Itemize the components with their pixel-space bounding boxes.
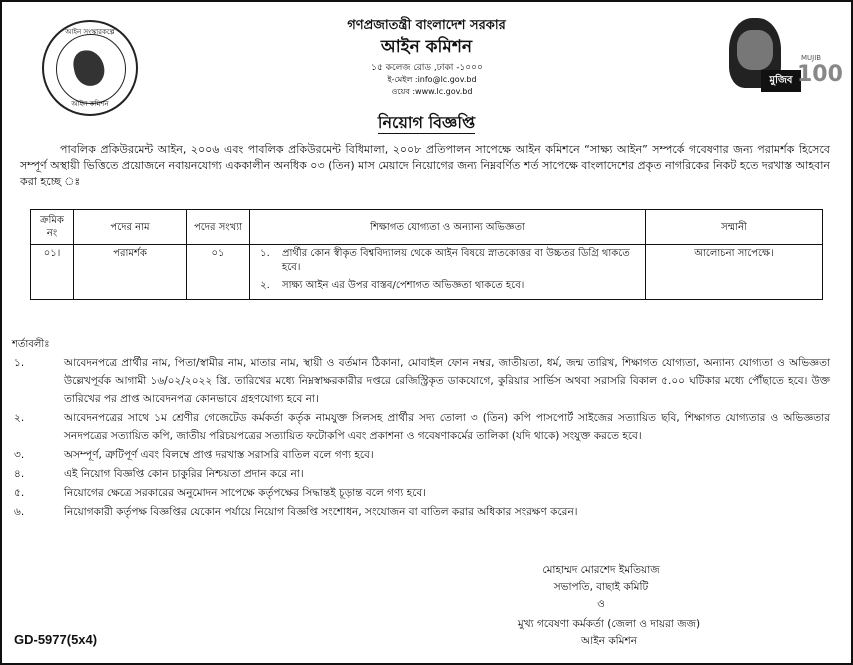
qualification-number: ১. [260,248,270,259]
organization-name: আইন কমিশন [380,37,473,57]
qualification-number: ২. [260,280,270,291]
mujib-100-logo [721,16,843,98]
table-header-row [31,210,823,245]
terms-list [10,354,830,522]
list-item [10,446,830,464]
list-item [10,409,830,445]
header-post: পদের নাম [74,210,187,245]
logo-small-text: MUJIB [801,54,822,62]
list-item [10,484,830,502]
signature-block-office [459,616,759,650]
notice-title: নিয়োগ বিজ্ঞপ্তি [377,113,476,132]
government-name: গণপ্রজাতন্ত্রী বাংলাদেশ সরকার [347,18,506,33]
website: ওয়েব :www.lc.gov.bd [391,87,473,96]
qualification-item [254,279,641,293]
list-item [10,465,830,483]
seal-text-top: আইন সংস্কারকল্পে [65,28,115,36]
list-item [10,503,830,521]
term-text: নিয়োগকারী কর্তৃপক্ষ বিজ্ঞপ্তির যেকোন পর্যায়ে নিয়োগ বিজ্ঞপ্তি সংশোধন, সংযোজন বা বাতিল করার অধিকার সংরক্ষণ করেন। [64,506,578,518]
list-item [10,354,830,408]
term-number: ৩. [14,449,25,461]
header-serial: ক্রমিক নং [31,210,74,245]
qualification-text: সাক্ষ্য আইন এর উপর বাস্তব/পেশাগত অভিজ্ঞতা থাকতে হবে। [282,280,525,291]
notice-title-wrap [2,110,851,137]
term-number: ২. [14,412,25,424]
term-number: ৬. [14,506,25,518]
portrait-shade [737,30,773,70]
row-count: ০১ [187,245,250,300]
seal-text-bottom: আইন কমিশন [71,100,109,108]
term-text: আবেদনপত্রে প্রার্থীর নাম, পিতা/স্বামীর নাম, মাতার নাম, স্থায়ী ও বর্তমান ঠিকানা, মোবাইল ফোন নম্বর, জাতীয়তা, ধর্ম, জন্ম তারিখ, শিক্ষাগত যোগ্যতা, অন্যান্য যোগ্যতা ও অভিজ্ঞতা উল্লেখপূর্বক আগামী ১৬/০২/২০২২ খ্রি. তারিখের মধ্যে নিম্নস্বাক্ষরকারীর দপ্তরে রেজিস্ট্রিকৃত ডাকযোগে, কুরিয়ার সার্ভিস অথবা সরাসরি বিকাল ৫.০০ ঘটিকার মধ্যে পৌঁছাতে হবে। উক্ত তারিখের পর প্রাপ্ত আবেদনপত্র কোনভাবে গ্রহণযোগ্য হবে না। [64,357,830,405]
row-post: পরামর্শক [74,245,187,300]
qualification-text: প্রার্থীর কোন স্বীকৃত বিশ্ববিদ্যালয় থেকে আইন বিষয়ে স্নাতকোত্তর বা উচ্চতর ডিগ্রি থাকতে হবে। [282,248,630,273]
logo-text: মুজিব [761,70,801,92]
header-remuneration: সম্মানী [646,210,823,245]
header-count: পদের সংখ্যা [187,210,250,245]
gd-code: GD-5977(5x4) [14,632,98,647]
table-row [31,245,823,300]
term-text: অসম্পূর্ণ, ত্রুটিপূর্ণ এবং বিলম্বে প্রাপ্ত দরখাস্ত সরাসরি বাতিল বলে গণ্য হবে। [64,449,374,461]
row-qualification [250,245,646,300]
header-qualification: শিক্ষাগত যোগ্যতা ও অন্যান্য অভিজ্ঞতা [250,210,646,245]
term-number: ৫. [14,487,25,499]
row-serial: ০১। [31,245,74,300]
row-remuneration: আলোচনা সাপেক্ষে। [646,245,823,300]
signatory-designation: সভাপতি, বাছাই কমিটি [553,581,649,593]
term-text: এই নিয়োগ বিজ্ঞপ্তি কোন চাকুরির নিশ্চয়তা প্রদান করে না। [64,468,304,480]
signatory-name: মোহাম্মদ মোরশেদ ইমতিয়াজ [542,564,660,576]
posts-table [30,209,823,300]
logo-number: 100 [797,62,843,87]
term-text: নিয়োগের ক্ষেত্রে সরকারের অনুমোদন সাপেক্ষে কর্তৃপক্ষের সিদ্ধান্তই চূড়ান্ত বলে গণ্য হবে। [64,487,427,499]
email: ই-মেইল :info@lc.gov.bd [387,75,477,84]
intro-paragraph: পাবলিক প্রকিউরমেন্ট আইন, ২০০৬ এবং পাবলিক প্রকিউরমেন্ট বিধিমালা, ২০০৮ প্রতিপালন সাপেক্ষে আইন কমিশনে “সাক্ষ্য আইন” সম্পর্কে গবেষণার জন্য পরামর্শক হিসেবে সম্পূর্ণ অস্থায়ী ভিত্তিতে প্রয়োজনে নবায়নযোগ্য এককালীন অনধিক ০৩ (তিন) মাস মেয়াদে নিয়োগের জন্য নিম্নবর্ণিত শর্ত সাপেক্ষে বাংলাদেশের প্রকৃত নাগরিকের নিকট হতে দরখাস্ত আহবান করা হচ্ছে ঃ [20,143,830,188]
signatory-org: আইন কমিশন [581,635,637,647]
term-number: ১. [14,357,25,369]
address: ১৫ কলেজ রোড ,ঢাকা -১০০০ [371,63,483,73]
term-number: ৪. [14,468,25,480]
qualification-item [254,247,641,275]
terms-heading: শর্তাবলীঃ [12,339,50,350]
signatory-and: ও [597,598,605,610]
term-text: আবেদনপত্রের সাথে ১ম শ্রেণীর গেজেটেড কর্মকর্তা কর্তৃক নামযুক্ত সিলসহ প্রার্থীর সদ্য তোলা ৩ (তিন) কপি পাসপোর্ট সাইজের সত্যায়িত ছবি, শিক্ষাগত যোগ্যতার ও অভিজ্ঞতার সনদপত্রের সত্যায়িত কপি, জাতীয় পরিচয়পত্রের সত্যায়িত ফটোকপি এবং প্রকাশনা ও গবেষণাকর্মের তালিকা (যদি থাকে) সংযুক্ত করতে হবে। [64,412,830,442]
signature-block [471,562,731,613]
signatory-office: মুখ্য গবেষণা কর্মকর্তা (জেলা ও দায়রা জজ) [517,618,701,630]
